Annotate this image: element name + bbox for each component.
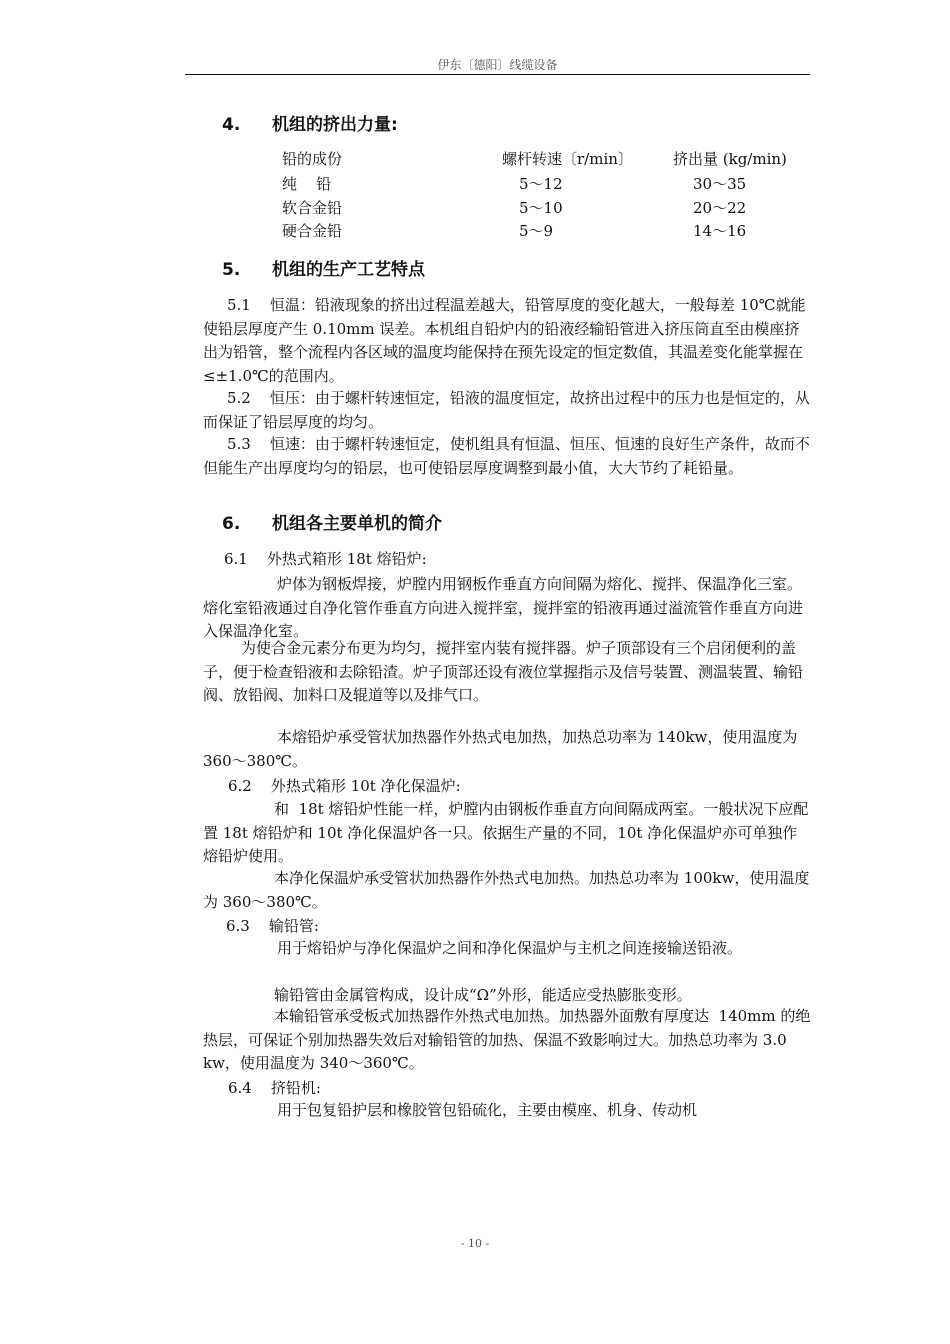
- paragraph-6-3-b: 输铅管由金属管构成，设计成“Ω”外形，能适应受热膨胀变形。: [274, 986, 692, 1004]
- section-title: 机组各主要单机的简介: [272, 514, 442, 534]
- paragraph-5-2: 5.2 恒压：由于螺杆转速恒定，铅液的温度恒定，故挤出过程中的压力也是恒定的，从而保证了铅层厚度的均匀。: [203, 389, 810, 431]
- header-text: 伊东〔德阳〕线缆设备: [437, 58, 558, 72]
- section-number: 6.: [222, 514, 241, 534]
- table-row-soft-alloy-output: 20～22: [693, 199, 747, 217]
- page-number: - 10 -: [460, 1237, 490, 1250]
- paragraph-5-1: 5.1 恒温：铅液现象的挤出过程温差越大，铅管厚度的变化越大，一般每差 10℃就能使铅层厚度产生 0.10mm 误差。本机组自铅炉内的铅液经输铅管进入挤压筒直至由模座挤出为铅管，整个流程内各区域的温度均能保持在预先设定的恒定数值，其温差变化能掌握在≤±1.0℃的范围内。: [203, 296, 806, 385]
- paragraph-6-1-c: 本熔铅炉承受管状加热器作外热式电加热，加热总功率为 140kw，使用温度为 360～380℃。: [203, 728, 798, 770]
- paragraph-6-2-b: 本净化保温炉承受管状加热器作外热式电加热。加热总功率为 100kw，使用温度为 360～380℃。: [203, 869, 810, 911]
- section-title: 机组的挤出力量:: [272, 115, 398, 135]
- section-5-heading: [222, 255, 425, 280]
- table-header-speed: 螺杆转速〔r/min〕: [502, 150, 633, 168]
- section-number: 5.: [222, 260, 241, 280]
- table-row-hard-alloy-speed: 5～9: [519, 222, 554, 240]
- table-header-output: 挤出量 (kg/min): [673, 150, 787, 168]
- table-row-hard-alloy-output: 14～16: [693, 222, 747, 240]
- paragraph-6-3-a: 用于熔铅炉与净化保温炉之间和净化保温炉与主机之间连接输送铅液。: [277, 939, 743, 957]
- section-6-heading: [222, 509, 442, 534]
- paragraph-6-4-a: 用于包复铅护层和橡胶管包铅硫化，主要由模座、机身、传动机: [277, 1101, 698, 1119]
- page-header: [185, 54, 810, 75]
- paragraph-6-3-c: 本输铅管承受板式加热器作外热式电加热。加热器外面敷有厚度达 140mm 的绝热层，可保证个别加热器失效后对输铅管的加热、保温不致影响过大。加热总功率为 3.0 kw，使用温度为 340～360℃。: [203, 1007, 811, 1072]
- table-row-soft-alloy-name: 软合金铅: [282, 199, 343, 217]
- table-row-soft-alloy-speed: 5～10: [519, 199, 563, 217]
- table-row-pure-lead-name: 纯 铅: [282, 175, 332, 193]
- subheading-6-4: 6.4 挤铅机:: [228, 1079, 321, 1097]
- table-row-pure-lead-output: 30～35: [693, 175, 747, 193]
- section-number: 4.: [222, 115, 241, 135]
- subheading-6-2: 6.2 外热式箱形 10t 净化保温炉:: [228, 777, 461, 795]
- subheading-6-1: 6.1 外热式箱形 18t 熔铅炉:: [224, 550, 427, 568]
- section-title: 机组的生产工艺特点: [272, 260, 425, 280]
- section-4-heading: [222, 110, 398, 135]
- paragraph-6-2-a: 和 18t 熔铅炉性能一样，炉膛内由钢板作垂直方向间隔成两室。一般状况下应配置 18t 熔铅炉和 10t 净化保温炉各一只。依据生产量的不同，10t 净化保温炉亦可单独作熔铅炉使用。: [203, 800, 809, 865]
- paragraph-6-1-a: 炉体为钢板焊接，炉膛内用钢板作垂直方向间隔为熔化、搅拌、保温净化三室。熔化室铅液通过自净化管作垂直方向进入搅拌室，搅拌室的铅液再通过溢流管作垂直方向进入保温净化室。: [203, 575, 804, 640]
- table-row-hard-alloy-name: 硬合金铅: [282, 222, 343, 240]
- table-row-pure-lead-speed: 5～12: [519, 175, 563, 193]
- subheading-6-3: 6.3 输铅管:: [226, 917, 319, 935]
- paragraph-6-1-b: 为使合金元素分布更为均匀，搅拌室内装有搅拌器。炉子顶部设有三个启闭便利的盖子，便于检查铅液和去除铅渣。炉子顶部还设有液位掌握指示及信号装置、测温装置、输铅阀、放铅阀、加料口及辊道等以及排气口。: [203, 639, 804, 704]
- paragraph-5-3: 5.3 恒速：由于螺杆转速恒定，使机组具有恒温、恒压、恒速的良好生产条件，故而不但能生产出厚度均匀的铅层，也可使铅层厚度调整到最小值，大大节约了耗铅量。: [203, 435, 810, 477]
- table-header-composition: 铅的成份: [282, 150, 343, 168]
